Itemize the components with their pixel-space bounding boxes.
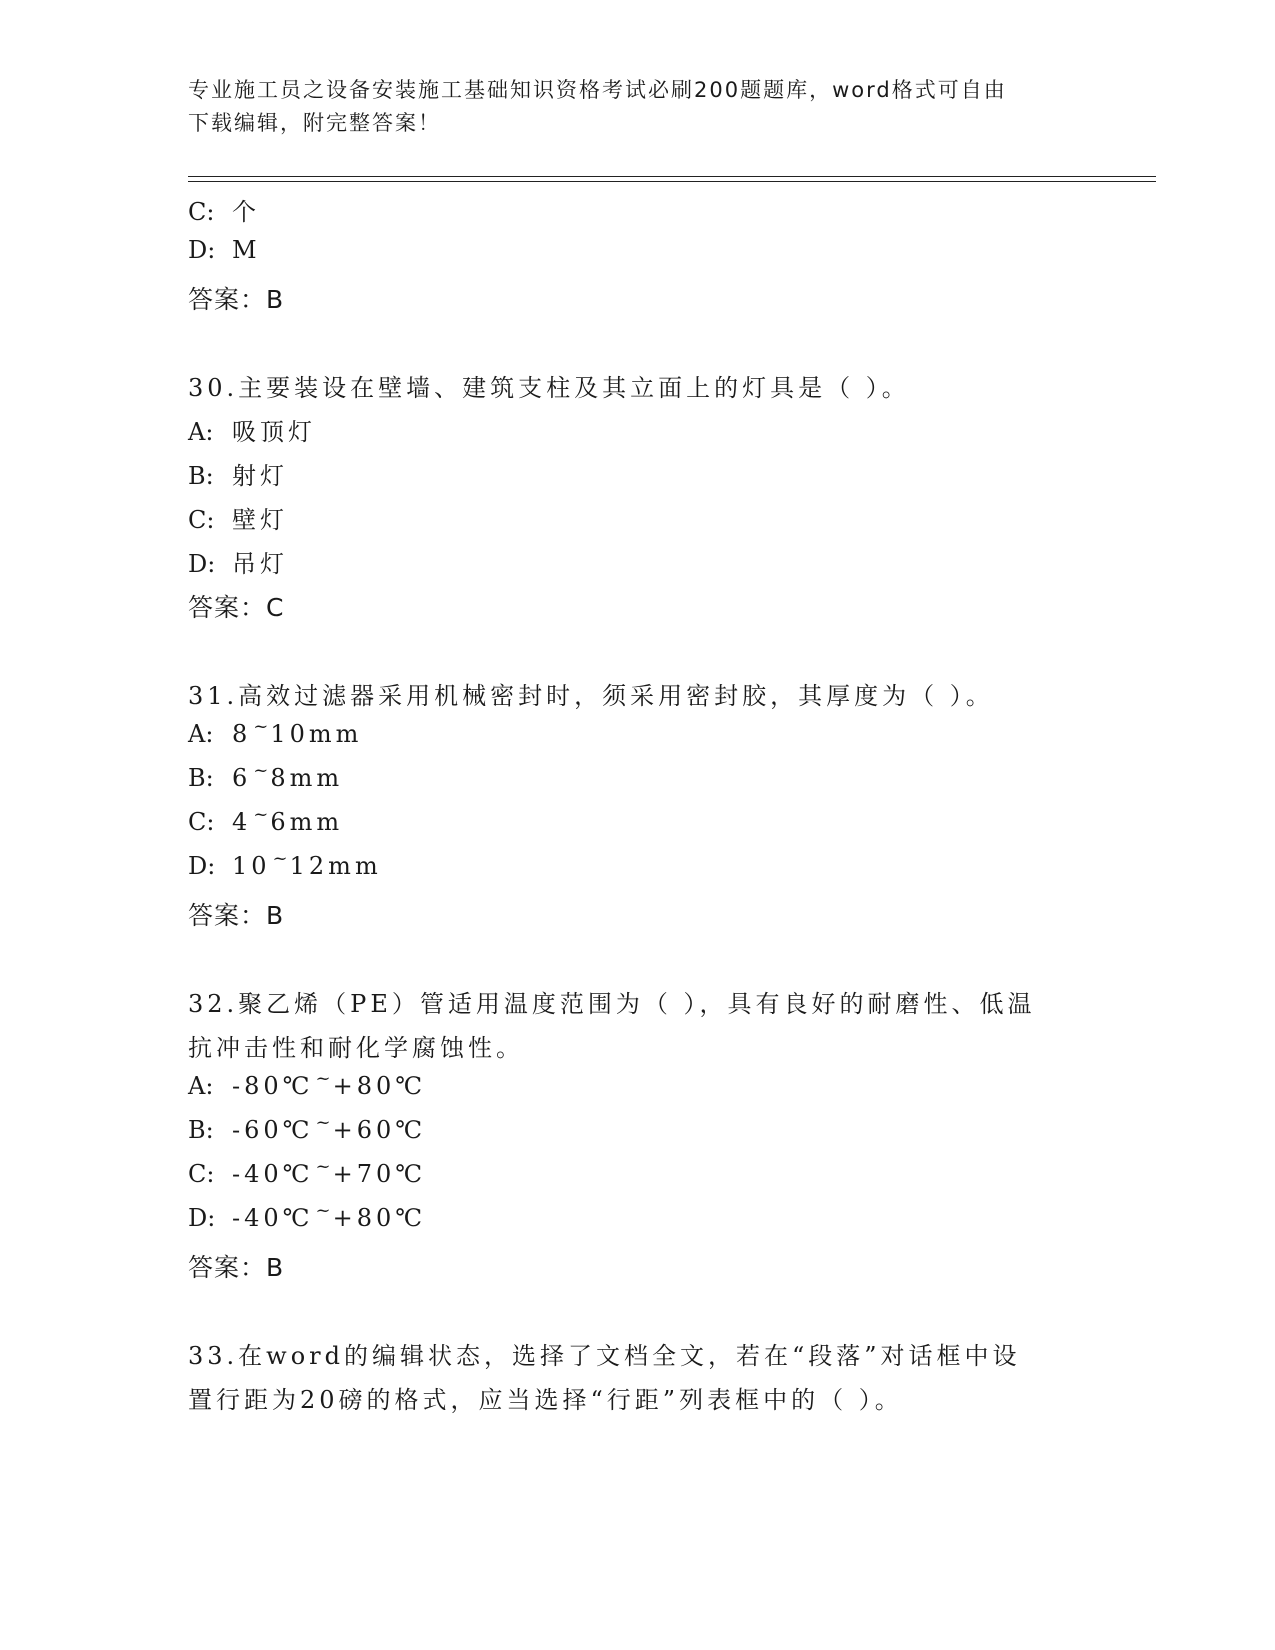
q32-option-d (188, 1200, 427, 1232)
header-divider-top (188, 176, 1156, 177)
option-label: D: (188, 550, 216, 578)
q30-option-c (188, 500, 288, 535)
option-text: 壁灯 (232, 506, 288, 534)
option-text: 吊灯 (232, 550, 288, 578)
option-value-high: 10mm (270, 720, 363, 748)
q33-stem-line-1: 33.在word的编辑状态，选择了文档全文，若在“段落”对话框中设 (188, 1342, 1021, 1370)
q30-stem: 30.主要装设在壁墙、建筑支柱及其立面上的灯具是（ ）。 (188, 374, 910, 402)
q31-option-c (188, 804, 344, 836)
option-value-low: -40℃ (232, 1204, 314, 1232)
q32-stem-line-2: 抗冲击性和耐化学腐蚀性。 (188, 1034, 524, 1062)
option-label: B: (188, 764, 214, 792)
range-tilde: ~ (315, 1200, 331, 1221)
header-line-2: 下载编辑，附完整答案！ (188, 111, 441, 135)
prev-option-c (188, 192, 260, 227)
option-label: A: (188, 418, 214, 446)
q30-option-d (188, 544, 288, 579)
header-divider-bottom (188, 181, 1156, 182)
option-value-low: 10 (232, 852, 271, 880)
q33-stem-line-2: 置行距为20磅的格式，应当选择“行距”列表框中的（ ）。 (188, 1386, 903, 1414)
q31-option-d (188, 848, 382, 880)
range-tilde: ~ (315, 1156, 331, 1177)
option-value-low: 8 (232, 720, 252, 748)
prev-answer: 答案：B (188, 285, 285, 314)
option-value-high: +80℃ (332, 1204, 427, 1232)
option-label: A: (188, 1072, 214, 1100)
option-label: B: (188, 1116, 214, 1144)
header-line-1: 专业施工员之设备安装施工基础知识资格考试必刷200题题库，word格式可自由 (188, 78, 1007, 102)
range-tilde: ~ (315, 1112, 331, 1133)
option-value-high: +60℃ (332, 1116, 427, 1144)
q32-option-b (188, 1112, 427, 1144)
option-value-high: 8mm (270, 764, 344, 792)
option-label: D: (188, 236, 216, 264)
option-text: 吸顶灯 (232, 418, 316, 446)
q32-answer: 答案：B (188, 1253, 285, 1282)
option-label: D: (188, 1204, 216, 1232)
option-text: 射灯 (232, 462, 288, 490)
option-text: 个 (232, 198, 260, 226)
q30-option-a (188, 412, 316, 447)
option-label: C: (188, 1160, 215, 1188)
option-label: D: (188, 852, 216, 880)
q30-answer: 答案：C (188, 593, 285, 622)
option-value-high: 12mm (289, 852, 382, 880)
option-text: M (232, 236, 261, 264)
option-value-low: -60℃ (232, 1116, 314, 1144)
option-value-low: -80℃ (232, 1072, 314, 1100)
range-tilde: ~ (253, 716, 269, 737)
option-label: B: (188, 462, 214, 490)
option-value-high: 6mm (270, 808, 344, 836)
option-value-low: -40℃ (232, 1160, 314, 1188)
option-value-low: 6 (232, 764, 252, 792)
option-value-low: 4 (232, 808, 252, 836)
range-tilde: ~ (253, 760, 269, 781)
q32-stem-line-1: 32.聚乙烯（PE）管适用温度范围为（ ），具有良好的耐磨性、低温 (188, 990, 1036, 1018)
q31-stem: 31.高效过滤器采用机械密封时，须采用密封胶，其厚度为（ ）。 (188, 682, 994, 710)
q32-option-a (188, 1068, 427, 1100)
option-label: C: (188, 808, 215, 836)
range-tilde: ~ (272, 848, 288, 869)
range-tilde: ~ (253, 804, 269, 825)
prev-option-d (188, 236, 261, 264)
option-label: A: (188, 720, 214, 748)
q32-option-c (188, 1156, 427, 1188)
q30-option-b (188, 456, 288, 491)
q31-option-b (188, 760, 344, 792)
option-label: C: (188, 198, 215, 226)
document-header (188, 74, 1068, 140)
q31-option-a (188, 716, 363, 748)
option-value-high: +80℃ (332, 1072, 427, 1100)
option-value-high: +70℃ (332, 1160, 427, 1188)
option-label: C: (188, 506, 215, 534)
q31-answer: 答案：B (188, 901, 285, 930)
range-tilde: ~ (315, 1068, 331, 1089)
